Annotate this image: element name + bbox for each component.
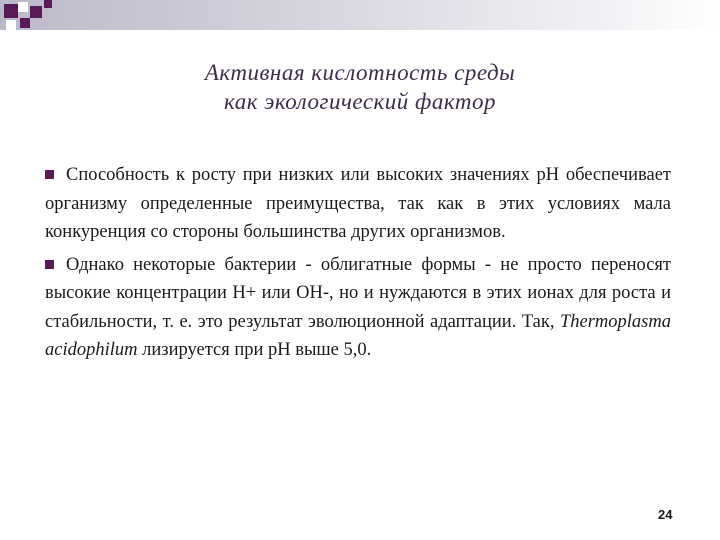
decor-square xyxy=(30,6,42,18)
bullet-text-2-after: лизируется при pH выше 5,0. xyxy=(137,340,372,360)
decor-square xyxy=(20,18,30,28)
decor-square xyxy=(18,2,28,12)
square-bullet-icon xyxy=(45,260,54,269)
title-line-2: как экологический фактор xyxy=(224,89,496,114)
title-line-1: Активная кислотность среды xyxy=(204,60,516,85)
species-name: Thermoplasma acidophilum xyxy=(45,311,671,360)
decor-square xyxy=(44,0,52,8)
bullet-paragraph-2 xyxy=(45,251,671,365)
bullet-paragraph-1 xyxy=(45,161,671,247)
square-bullet-icon xyxy=(45,170,54,179)
slide-body xyxy=(45,161,671,369)
decor-square xyxy=(6,20,16,30)
decor-square xyxy=(4,4,18,18)
page-number: 24 xyxy=(658,507,673,522)
bullet-text-1: Способность к росту при низких или высоких значениях pH обеспечивает организму определенные преимущества, так как в этих условиях мала конкуренция со стороны большинства других организмов. xyxy=(45,165,671,242)
bullet-text-2-before: Однако некоторые бактерии - облигатные формы - не просто переносят высокие концентрации H+ или OH-, но и нуждаются в этих ионах для роста и стабильности, т. е. это результат эволюционной адаптации. Так, xyxy=(45,254,671,332)
slide-title xyxy=(100,58,620,116)
header-band xyxy=(0,0,720,30)
